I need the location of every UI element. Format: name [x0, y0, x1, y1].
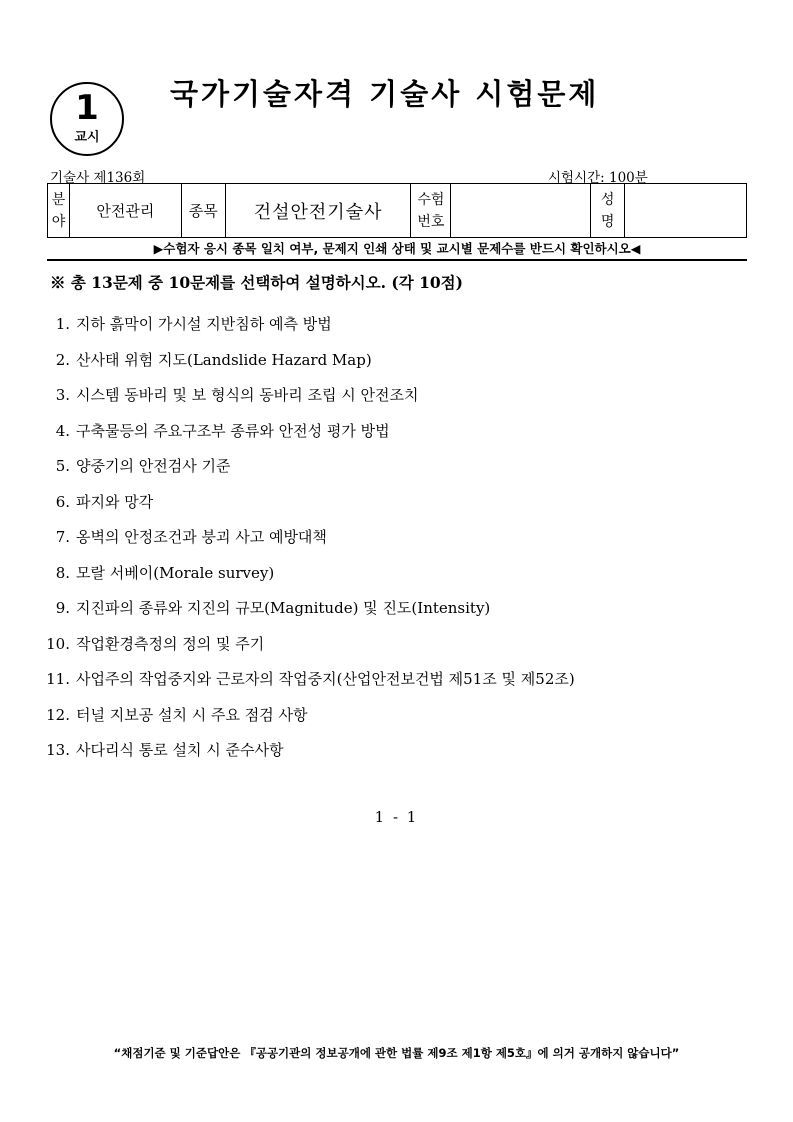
question-item: [40, 419, 760, 455]
field-label-top: 분: [51, 191, 66, 208]
question-number: 8.: [55, 563, 70, 582]
question-text: 양중기의 안전검사 기준: [76, 457, 231, 475]
question-text: 옹벽의 안정조건과 붕괴 사고 예방대책: [76, 528, 327, 546]
exam-info-table: [47, 183, 747, 238]
category-label: 종목: [181, 184, 225, 238]
question-item: [40, 667, 760, 703]
field-value: 안전관리: [69, 184, 181, 238]
question-text: 사다리식 통로 설치 시 준수사항: [76, 741, 284, 759]
instruction: ※ 총 13문제 중 10문제를 선택하여 설명하시오. (각 10점): [50, 273, 463, 292]
question-text: 작업환경측정의 정의 및 주기: [76, 634, 265, 653]
question-item: [40, 383, 760, 419]
exam-number-label-bottom: 번호: [417, 213, 445, 230]
notice-banner: ▶수험자 응시 종목 일치 여부, 문제지 인쇄 상태 및 교시별 문제수를 반드시 확인하시오◀: [47, 239, 747, 261]
footer-note: “채점기준 및 기준답안은 『공공기관의 정보공개에 관한 법률 제9조 제1항 제5호』에 의거 공개하지 않습니다”: [113, 1046, 680, 1060]
question-text: 시스템 동바리 및 보 형식의 동바리 조립 시 안전조치: [76, 386, 419, 404]
name-label-bottom: 명: [600, 213, 615, 230]
page-title: 국가기술자격 기술사 시험문제: [170, 77, 600, 111]
exam-round: 기술사 제136회: [50, 170, 146, 186]
question-item: [40, 312, 760, 348]
exam-number-field[interactable]: [451, 184, 591, 238]
field-label: [48, 184, 70, 238]
question-number: 12.: [46, 705, 70, 724]
question-number: 4.: [55, 421, 70, 440]
exam-number-label-top: 수험: [417, 191, 445, 208]
page-number: 1 - 1: [374, 808, 419, 826]
question-item: [40, 525, 760, 561]
question-item: [40, 632, 760, 668]
session-badge: [50, 82, 124, 156]
question-number: 9.: [55, 599, 70, 617]
question-text: 파지와 망각: [76, 492, 154, 511]
question-number: 2.: [55, 350, 70, 369]
question-text: 구축물등의 주요구조부 종류와 안전성 평가 방법: [76, 421, 390, 440]
question-text: 지진파의 종류와 지진의 규모(Magnitude) 및 진도(Intensity): [76, 599, 491, 617]
question-item: [40, 596, 760, 632]
question-list: [40, 312, 760, 774]
name-label-top: 성: [600, 191, 615, 208]
question-number: 5.: [55, 457, 70, 475]
question-number: 6.: [55, 492, 70, 511]
field-label-bottom: 야: [51, 213, 66, 230]
question-text: 산사태 위험 지도(Landslide Hazard Map): [76, 350, 372, 369]
question-number: 10.: [46, 634, 70, 653]
question-text: 모랄 서베이(Morale survey): [76, 563, 275, 582]
question-item: [40, 703, 760, 739]
exam-time: 시험시간: 100분: [548, 170, 648, 186]
question-item: [40, 561, 760, 597]
question-item: [40, 348, 760, 384]
name-label: [591, 184, 625, 238]
question-text: 지하 흙막이 가시설 지반침하 예측 방법: [76, 315, 332, 333]
question-number: 13.: [46, 741, 70, 759]
question-text: 사업주의 작업중지와 근로자의 작업중지(산업안전보건법 제51조 및 제52조): [76, 670, 575, 688]
question-number: 1.: [55, 315, 70, 333]
name-field[interactable]: [625, 184, 747, 238]
question-item: [40, 454, 760, 490]
question-number: 3.: [55, 386, 70, 404]
question-number: 7.: [55, 528, 70, 546]
question-number: 11.: [46, 670, 70, 688]
exam-number-label: [411, 184, 451, 238]
question-item: [40, 738, 760, 774]
question-item: [40, 490, 760, 526]
question-text: 터널 지보공 설치 시 주요 점검 사항: [76, 705, 308, 724]
session-label: 교시: [74, 130, 100, 145]
session-number: 1: [75, 88, 99, 128]
category-value: 건설안전기술사: [225, 184, 411, 238]
